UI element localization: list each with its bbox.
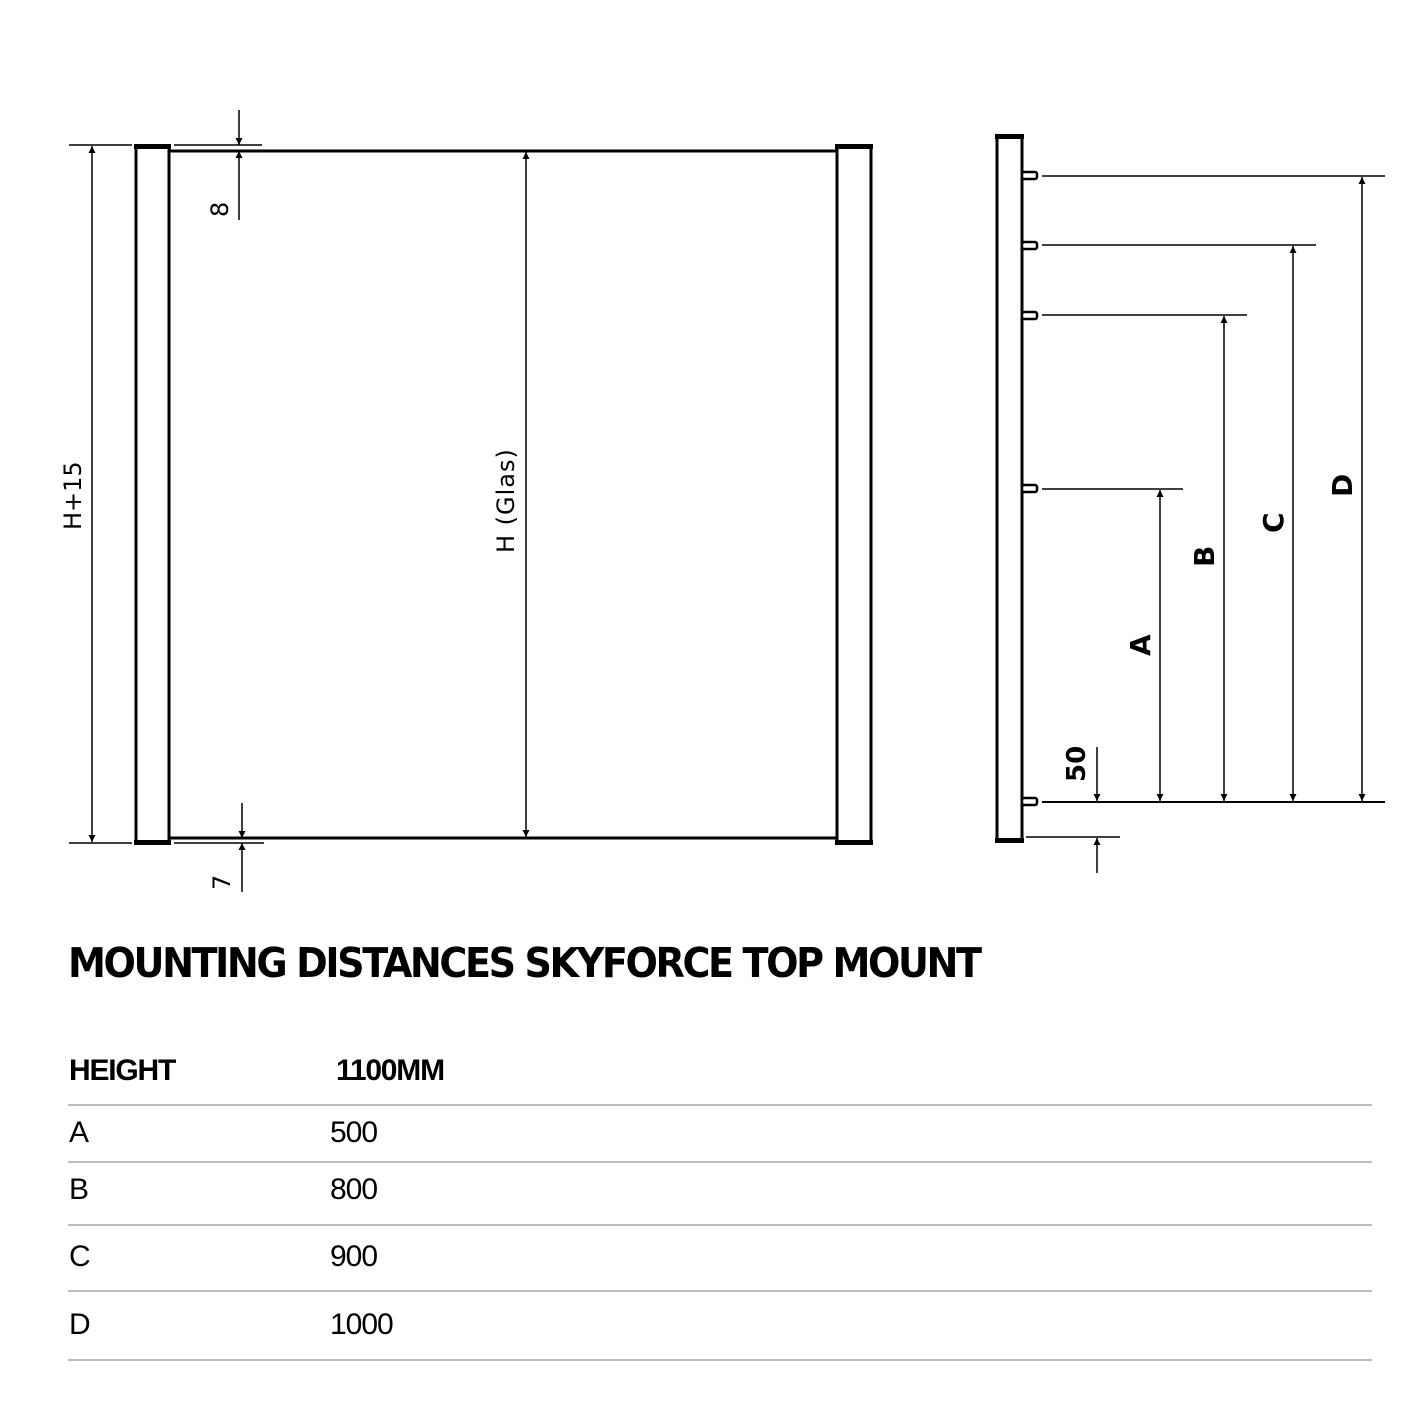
bracket-c: [1022, 242, 1037, 249]
bottom-gap-label: 7: [208, 874, 236, 890]
table-row: [68, 1292, 1372, 1361]
mounting-distances-table: [68, 1044, 1372, 1361]
row-value: 900: [330, 1240, 378, 1273]
row-key: B: [69, 1173, 89, 1206]
header-key: HEIGHT: [69, 1054, 176, 1087]
side-post: [997, 137, 1022, 841]
offset-label: 50: [1062, 745, 1092, 782]
bracket-d: [1022, 172, 1037, 179]
dimension-a-label: A: [1124, 634, 1157, 656]
overall-height-label: H+15: [59, 461, 87, 530]
table-header: [68, 1044, 1372, 1106]
top-gap-label: 8: [206, 201, 234, 217]
row-value: 500: [330, 1116, 378, 1149]
row-value: 800: [330, 1173, 378, 1206]
left-post: [136, 147, 169, 842]
side-view: [995, 134, 1385, 873]
page-title: MOUNTING DISTANCES SKYFORCE TOP MOUNT: [68, 939, 980, 987]
front-view: [59, 110, 873, 892]
glass-height-label: H (Glas): [492, 448, 520, 553]
row-value: 1000: [330, 1308, 393, 1341]
dimension-c-label: C: [1257, 512, 1290, 533]
row-key: A: [69, 1116, 89, 1149]
dimension-b-label: B: [1188, 545, 1221, 567]
table-row: [68, 1226, 1372, 1292]
bracket-base: [1022, 798, 1037, 805]
row-key: D: [69, 1308, 90, 1341]
bracket-a: [1022, 485, 1037, 492]
row-key: C: [69, 1240, 90, 1273]
dimension-d-label: D: [1326, 473, 1359, 497]
right-post: [837, 147, 871, 842]
bracket-b: [1022, 312, 1037, 319]
header-value: 1100MM: [336, 1054, 444, 1087]
table-row: [68, 1106, 1372, 1163]
table-row: [68, 1163, 1372, 1226]
